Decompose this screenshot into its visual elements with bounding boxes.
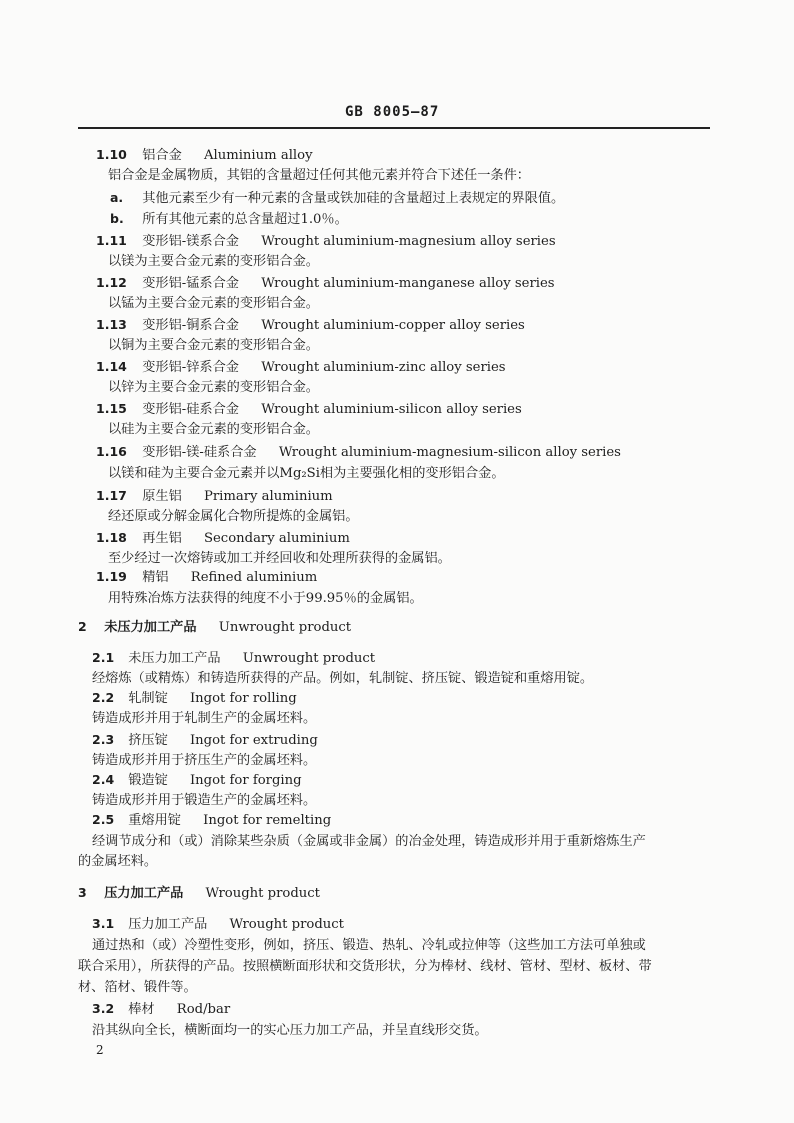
term-zh: 未压力加工产品	[128, 651, 221, 666]
term-number: 2.2	[92, 690, 115, 705]
document-header: GB 8005—87	[345, 104, 440, 120]
term-en: Wrought aluminium-magnesium-silicon alloy series	[278, 445, 621, 460]
term-zh: 锻造锭	[128, 773, 168, 788]
term-heading	[92, 689, 297, 708]
term-en: Wrought aluminium-zinc alloy series	[261, 360, 506, 375]
term-number: 1.13	[96, 317, 127, 332]
section-title-zh: 压力加工产品	[104, 886, 184, 901]
term-en: Wrought aluminium-magnesium alloy series	[261, 234, 556, 249]
term-number: 1.14	[96, 359, 127, 374]
term-en: Wrought aluminium-silicon alloy series	[261, 402, 522, 417]
term-heading	[92, 731, 318, 750]
term-number: 1.12	[96, 275, 127, 290]
definition-text: 以硅为主要合金元素的变形铝合金。	[108, 422, 319, 437]
term-en: Wrought product	[229, 917, 344, 932]
term-heading	[96, 274, 555, 293]
term-heading	[96, 316, 525, 335]
section-heading	[78, 884, 320, 903]
term-number: 2.1	[92, 650, 115, 665]
term-number: 1.15	[96, 401, 127, 416]
term-zh: 重熔用锭	[128, 813, 181, 828]
term-zh: 变形铝-铜系合金	[142, 318, 239, 333]
term-zh: 棒材	[128, 1002, 155, 1017]
definition-text: 沿其纵向全长，横断面均一的实心压力加工产品，并呈直线形交货。	[92, 1023, 488, 1038]
term-zh: 原生铝	[142, 489, 182, 504]
term-number: 1.19	[96, 569, 127, 584]
term-heading	[92, 811, 331, 830]
term-en: Unwrought product	[242, 651, 376, 666]
page-number: 2	[96, 1043, 104, 1057]
section-title-zh: 未压力加工产品	[104, 620, 197, 635]
term-zh: 变形铝-锌系合金	[142, 360, 239, 375]
term-number: 2.3	[92, 732, 115, 747]
term-heading	[96, 232, 556, 251]
term-zh: 压力加工产品	[128, 917, 208, 932]
definition-text: 经调节成分和（或）消除某些杂质（金属或非金属）的冶金处理，铸造成形并用于重新熔炼生产	[92, 834, 646, 849]
term-heading	[92, 915, 344, 934]
term-heading	[96, 529, 350, 548]
term-zh: 挤压锭	[128, 733, 168, 748]
term-heading	[96, 146, 313, 165]
term-heading	[92, 649, 375, 668]
definition-text: 联合采用），所获得的产品。按照横断面形状和交货形状，分为棒材、线材、管材、型材、板材、带	[78, 959, 652, 974]
term-en: Ingot for extruding	[189, 733, 318, 748]
term-zh: 变形铝-硅系合金	[142, 402, 239, 417]
term-en: Wrought aluminium-copper alloy series	[261, 318, 525, 333]
section-number: 2	[78, 619, 87, 634]
term-number: 3.1	[92, 916, 115, 931]
term-zh: 轧制锭	[128, 691, 168, 706]
header-rule	[78, 127, 710, 129]
list-marker: a.	[110, 190, 124, 205]
definition-text: 材、箔材、锻件等。	[78, 980, 197, 995]
term-zh: 变形铝-锰系合金	[142, 276, 239, 291]
definition-text: 用特殊冶炼方法获得的纯度不小于99.95％的金属铝。	[108, 591, 423, 606]
definition-text: 的金属坯料。	[78, 854, 158, 869]
section-heading	[78, 618, 351, 637]
term-en: Aluminium alloy	[203, 148, 313, 163]
term-heading	[96, 358, 506, 377]
definition-text: 以镁为主要合金元素的变形铝合金。	[108, 254, 319, 269]
term-number: 2.5	[92, 812, 115, 827]
term-number: 1.18	[96, 530, 127, 545]
definition-text: 铸造成形并用于挤压生产的金属坯料。	[92, 753, 317, 768]
term-number: 1.11	[96, 233, 127, 248]
term-heading	[96, 400, 522, 419]
definition-text: 经熔炼（或精炼）和铸造所获得的产品。例如，轧制锭、挤压锭、锻造锭和重熔用锭。	[92, 671, 594, 686]
term-heading	[96, 443, 621, 462]
term-en: Ingot for rolling	[189, 691, 297, 706]
section-number: 3	[78, 885, 87, 900]
term-number: 1.16	[96, 444, 127, 459]
term-zh: 精铝	[142, 570, 169, 585]
term-en: Primary aluminium	[203, 489, 333, 504]
definition-text: 以锌为主要合金元素的变形铝合金。	[108, 380, 319, 395]
term-number: 3.2	[92, 1001, 115, 1016]
term-number: 1.10	[96, 147, 127, 162]
definition-text: 铸造成形并用于锻造生产的金属坯料。	[92, 793, 317, 808]
term-zh: 再生铝	[142, 531, 182, 546]
section-title-en: Wrought product	[205, 886, 320, 901]
list-text: 其他元素至少有一种元素的含量或铁加硅的含量超过上表规定的界限值。	[142, 191, 565, 206]
term-en: Ingot for forging	[189, 773, 302, 788]
definition-text: 以锰为主要合金元素的变形铝合金。	[108, 296, 319, 311]
term-en: Rod/bar	[176, 1002, 231, 1017]
list-item	[110, 189, 564, 208]
term-en: Wrought aluminium-manganese alloy series	[261, 276, 555, 291]
term-zh: 变形铝-镁系合金	[142, 234, 239, 249]
term-zh: 变形铝-镁-硅系合金	[142, 445, 257, 460]
definition-text: 铝合金是金属物质，其铝的含量超过任何其他元素并符合下述任一条件：	[108, 168, 530, 183]
list-marker: b.	[110, 211, 124, 226]
term-en: Refined aluminium	[190, 570, 318, 585]
definition-text: 至少经过一次熔铸或加工并经回收和处理所获得的金属铝。	[108, 551, 451, 566]
term-en: Ingot for remelting	[203, 813, 332, 828]
term-number: 1.17	[96, 488, 127, 503]
definition-text: 以铜为主要合金元素的变形铝合金。	[108, 338, 319, 353]
definition-text: 以镁和硅为主要合金元素并以Mg₂Si相为主要强化相的变形铝合金。	[108, 466, 505, 481]
definition-text: 铸造成形并用于轧制生产的金属坯料。	[92, 711, 317, 726]
term-heading	[96, 568, 317, 587]
definition-text: 通过热和（或）冷塑性变形，例如，挤压、锻造、热轧、冷轧或拉伸等（这些加工方法可单独或	[92, 938, 646, 953]
term-number: 2.4	[92, 772, 115, 787]
list-text: 所有其他元素的总含量超过1.0％。	[142, 212, 348, 227]
term-en: Secondary aluminium	[203, 531, 350, 546]
term-zh: 铝合金	[142, 148, 182, 163]
list-item	[110, 210, 348, 229]
definition-text: 经还原或分解金属化合物所提炼的金属铝。	[108, 509, 359, 524]
term-heading	[92, 771, 302, 790]
term-heading	[96, 487, 333, 506]
section-title-en: Unwrought product	[218, 620, 352, 635]
term-heading	[92, 1000, 230, 1019]
